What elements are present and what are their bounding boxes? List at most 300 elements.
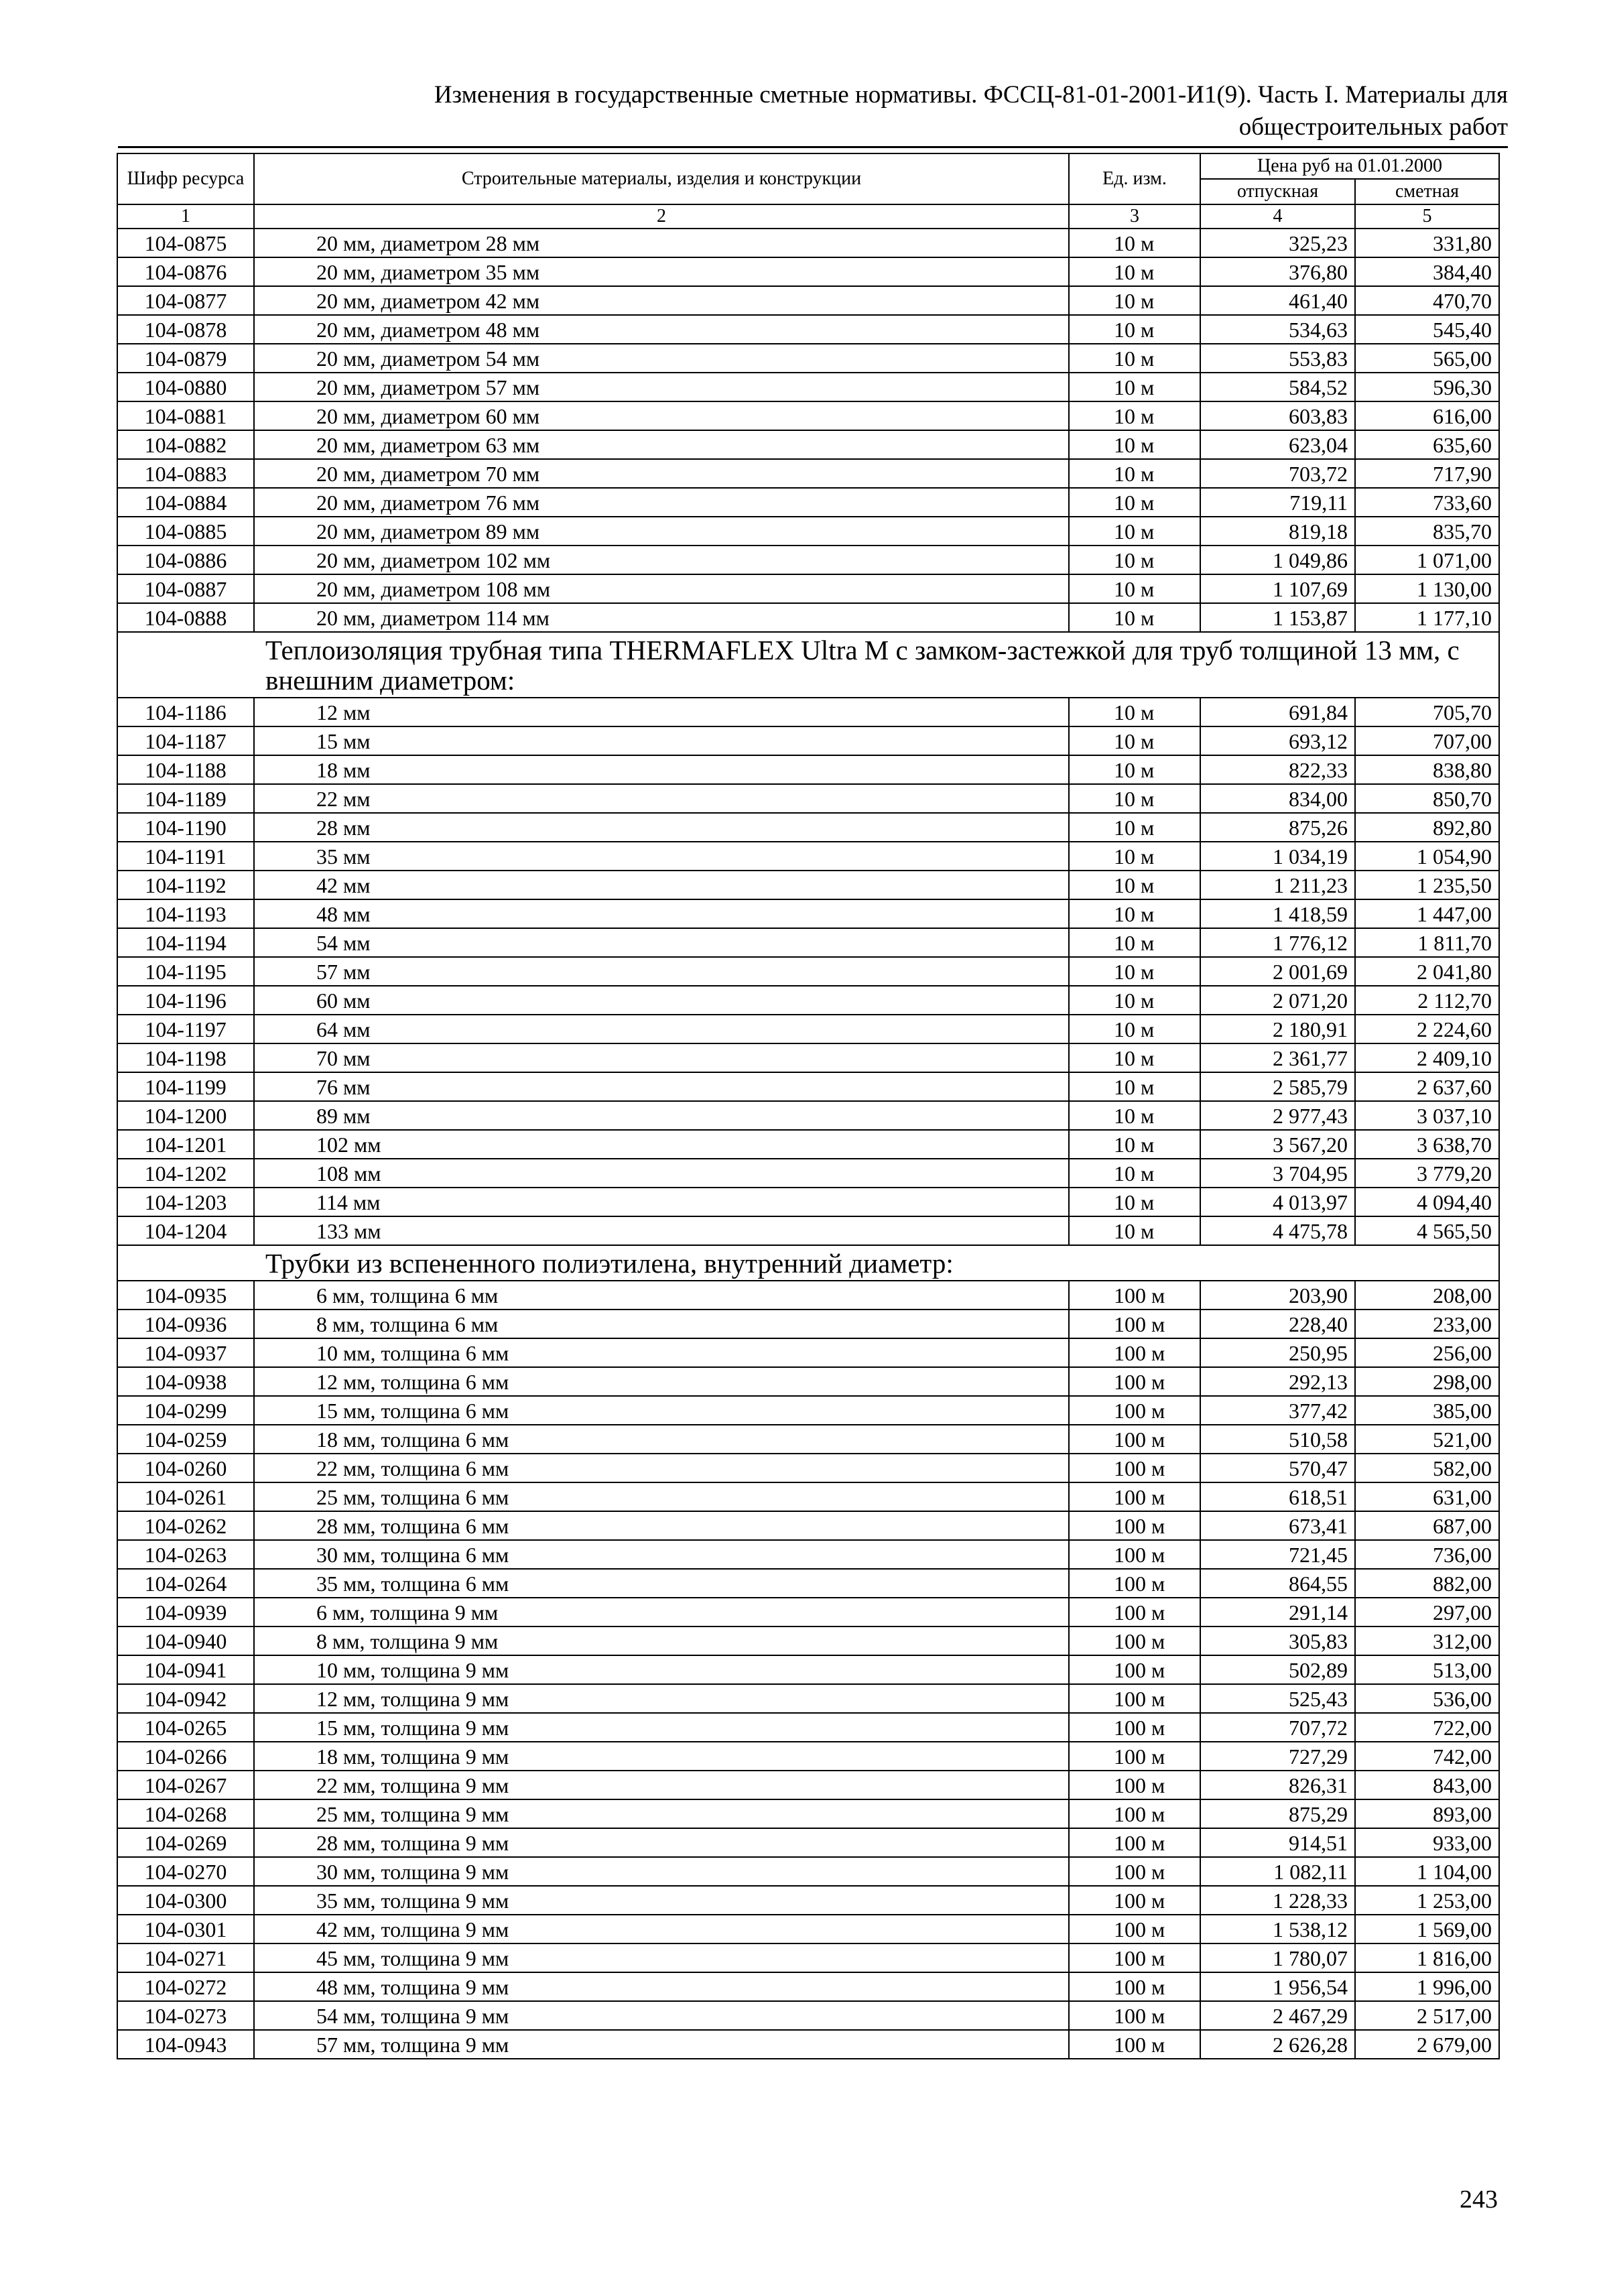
cell-material-name: 20 мм, диаметром 108 мм	[254, 574, 1069, 603]
cell-code: 104-0885	[117, 517, 254, 546]
cell-code: 104-1194	[117, 928, 254, 957]
cell-material-name: 60 мм	[254, 986, 1069, 1015]
cell-unit: 100 м	[1069, 1425, 1200, 1454]
cell-unit: 10 м	[1069, 315, 1200, 344]
cell-unit: 10 м	[1069, 957, 1200, 986]
cell-release-price: 1 418,59	[1200, 899, 1355, 928]
cell-material-name: 20 мм, диаметром 60 мм	[254, 401, 1069, 430]
cell-material-name: 22 мм, толщина 6 мм	[254, 1454, 1069, 1482]
cell-code: 104-0888	[117, 603, 254, 632]
cell-code: 104-0272	[117, 1972, 254, 2001]
cell-material-name: 89 мм	[254, 1101, 1069, 1130]
cell-unit: 100 м	[1069, 1569, 1200, 1598]
table-row	[117, 1454, 1499, 1482]
section-title: Теплоизоляция трубная типа THERMAFLEX Ultra M с замком-застежкой для труб толщиной 13 мм, с внешним диаметром:	[117, 632, 1499, 698]
cell-release-price: 4 475,78	[1200, 1216, 1355, 1245]
table-row	[117, 1915, 1499, 1943]
cell-material-name: 12 мм, толщина 6 мм	[254, 1367, 1069, 1396]
cell-code: 104-0886	[117, 546, 254, 574]
cell-material-name: 64 мм	[254, 1015, 1069, 1043]
cell-material-name: 70 мм	[254, 1043, 1069, 1072]
cell-estimate-price: 521,00	[1355, 1425, 1499, 1454]
cell-release-price: 2 001,69	[1200, 957, 1355, 986]
cell-release-price: 4 013,97	[1200, 1188, 1355, 1216]
cell-material-name: 54 мм	[254, 928, 1069, 957]
table-row	[117, 1159, 1499, 1188]
cell-unit: 100 м	[1069, 1281, 1200, 1310]
table-row	[117, 546, 1499, 574]
cell-estimate-price: 2 224,60	[1355, 1015, 1499, 1043]
cell-unit: 100 м	[1069, 1655, 1200, 1684]
cell-material-name: 18 мм, толщина 9 мм	[254, 1742, 1069, 1771]
cell-material-name: 8 мм, толщина 6 мм	[254, 1310, 1069, 1338]
cell-material-name: 22 мм, толщина 9 мм	[254, 1771, 1069, 1799]
cell-material-name: 20 мм, диаметром 57 мм	[254, 373, 1069, 401]
cell-release-price: 721,45	[1200, 1540, 1355, 1569]
cell-unit: 100 м	[1069, 1828, 1200, 1857]
cell-estimate-price: 687,00	[1355, 1511, 1499, 1540]
cell-unit: 10 м	[1069, 488, 1200, 517]
cell-material-name: 30 мм, толщина 9 мм	[254, 1857, 1069, 1886]
cell-code: 104-1188	[117, 755, 254, 784]
cell-code: 104-0881	[117, 401, 254, 430]
cell-release-price: 228,40	[1200, 1310, 1355, 1338]
table-row	[117, 1072, 1499, 1101]
col-header-price-group: Цена руб на 01.01.2000	[1200, 153, 1499, 179]
table-row	[117, 373, 1499, 401]
cell-material-name: 57 мм	[254, 957, 1069, 986]
cell-estimate-price: 3 037,10	[1355, 1101, 1499, 1130]
cell-code: 104-0884	[117, 488, 254, 517]
cell-estimate-price: 1 811,70	[1355, 928, 1499, 957]
cell-code: 104-0943	[117, 2030, 254, 2059]
cell-estimate-price: 2 637,60	[1355, 1072, 1499, 1101]
cell-unit: 10 м	[1069, 1072, 1200, 1101]
cell-material-name: 6 мм, толщина 6 мм	[254, 1281, 1069, 1310]
cell-code: 104-0271	[117, 1943, 254, 1972]
cell-estimate-price: 850,70	[1355, 784, 1499, 813]
cell-release-price: 2 585,79	[1200, 1072, 1355, 1101]
cell-estimate-price: 384,40	[1355, 257, 1499, 286]
cell-release-price: 553,83	[1200, 344, 1355, 373]
cell-unit: 100 м	[1069, 1713, 1200, 1742]
cell-release-price: 834,00	[1200, 784, 1355, 813]
cell-material-name: 15 мм, толщина 6 мм	[254, 1396, 1069, 1425]
table-row	[117, 1216, 1499, 1245]
table-row	[117, 1396, 1499, 1425]
cell-material-name: 28 мм, толщина 9 мм	[254, 1828, 1069, 1857]
cell-estimate-price: 470,70	[1355, 286, 1499, 315]
cell-code: 104-0262	[117, 1511, 254, 1540]
cell-estimate-price: 722,00	[1355, 1713, 1499, 1742]
price-table	[117, 153, 1500, 2059]
cell-code: 104-1203	[117, 1188, 254, 1216]
cell-code: 104-0880	[117, 373, 254, 401]
cell-estimate-price: 3 779,20	[1355, 1159, 1499, 1188]
cell-material-name: 18 мм, толщина 6 мм	[254, 1425, 1069, 1454]
cell-release-price: 618,51	[1200, 1482, 1355, 1511]
cell-estimate-price: 2 409,10	[1355, 1043, 1499, 1072]
table-row	[117, 1598, 1499, 1627]
cell-material-name: 42 мм, толщина 9 мм	[254, 1915, 1069, 1943]
cell-unit: 10 м	[1069, 1188, 1200, 1216]
cell-release-price: 2 977,43	[1200, 1101, 1355, 1130]
cell-code: 104-1186	[117, 698, 254, 726]
cell-estimate-price: 893,00	[1355, 1799, 1499, 1828]
cell-code: 104-0301	[117, 1915, 254, 1943]
table-row	[117, 1684, 1499, 1713]
cell-release-price: 623,04	[1200, 430, 1355, 459]
cell-unit: 10 м	[1069, 842, 1200, 871]
cell-release-price: 292,13	[1200, 1367, 1355, 1396]
cell-release-price: 707,72	[1200, 1713, 1355, 1742]
cell-estimate-price: 1 569,00	[1355, 1915, 1499, 1943]
header-line-1: Изменения в государственные сметные нормативы. ФССЦ-81-01-2001-И1(9). Часть I. Материалы для	[434, 81, 1508, 109]
cell-release-price: 1 228,33	[1200, 1886, 1355, 1915]
cell-unit: 100 м	[1069, 1943, 1200, 1972]
cell-estimate-price: 1 071,00	[1355, 546, 1499, 574]
cell-unit: 100 м	[1069, 1482, 1200, 1511]
table-row	[117, 229, 1499, 257]
cell-estimate-price: 933,00	[1355, 1828, 1499, 1857]
cell-unit: 10 м	[1069, 871, 1200, 899]
cell-code: 104-0940	[117, 1627, 254, 1655]
cell-release-price: 2 071,20	[1200, 986, 1355, 1015]
table-row	[117, 603, 1499, 632]
table-row	[117, 1799, 1499, 1828]
cell-release-price: 2 467,29	[1200, 2001, 1355, 2030]
cell-code: 104-0878	[117, 315, 254, 344]
cell-estimate-price: 631,00	[1355, 1482, 1499, 1511]
cell-code: 104-0266	[117, 1742, 254, 1771]
table-row	[117, 1511, 1499, 1540]
cell-code: 104-0877	[117, 286, 254, 315]
cell-material-name: 12 мм	[254, 698, 1069, 726]
col-header-unit: Ед. изм.	[1069, 153, 1200, 204]
cell-release-price: 875,29	[1200, 1799, 1355, 1828]
cell-code: 104-1195	[117, 957, 254, 986]
cell-material-name: 108 мм	[254, 1159, 1069, 1188]
cell-release-price: 819,18	[1200, 517, 1355, 546]
cell-material-name: 35 мм	[254, 842, 1069, 871]
table-row	[117, 1569, 1499, 1598]
cell-unit: 100 м	[1069, 1771, 1200, 1799]
cell-estimate-price: 733,60	[1355, 488, 1499, 517]
cell-code: 104-0882	[117, 430, 254, 459]
cell-release-price: 1 538,12	[1200, 1915, 1355, 1943]
cell-release-price: 914,51	[1200, 1828, 1355, 1857]
cell-material-name: 20 мм, диаметром 76 мм	[254, 488, 1069, 517]
table-row	[117, 1188, 1499, 1216]
cell-unit: 100 м	[1069, 1454, 1200, 1482]
cell-material-name: 20 мм, диаметром 42 мм	[254, 286, 1069, 315]
cell-release-price: 534,63	[1200, 315, 1355, 344]
cell-unit: 10 м	[1069, 1043, 1200, 1072]
cell-release-price: 603,83	[1200, 401, 1355, 430]
cell-material-name: 20 мм, диаметром 114 мм	[254, 603, 1069, 632]
cell-estimate-price: 742,00	[1355, 1742, 1499, 1771]
cell-unit: 100 м	[1069, 1857, 1200, 1886]
cell-material-name: 35 мм, толщина 9 мм	[254, 1886, 1069, 1915]
cell-material-name: 22 мм	[254, 784, 1069, 813]
table-row	[117, 1828, 1499, 1857]
cell-code: 104-1192	[117, 871, 254, 899]
cell-estimate-price: 536,00	[1355, 1684, 1499, 1713]
table-row	[117, 784, 1499, 813]
cell-unit: 10 м	[1069, 784, 1200, 813]
table-row	[117, 1771, 1499, 1799]
cell-release-price: 203,90	[1200, 1281, 1355, 1310]
cell-material-name: 35 мм, толщина 6 мм	[254, 1569, 1069, 1598]
cell-estimate-price: 1 253,00	[1355, 1886, 1499, 1915]
cell-estimate-price: 297,00	[1355, 1598, 1499, 1627]
cell-material-name: 30 мм, толщина 6 мм	[254, 1540, 1069, 1569]
table-row	[117, 1425, 1499, 1454]
cell-release-price: 1 034,19	[1200, 842, 1355, 871]
col-header-code: Шифр ресурса	[117, 153, 254, 204]
table-row	[117, 430, 1499, 459]
cell-estimate-price: 705,70	[1355, 698, 1499, 726]
table-row	[117, 928, 1499, 957]
cell-material-name: 10 мм, толщина 9 мм	[254, 1655, 1069, 1684]
col-number-2: 2	[254, 204, 1069, 229]
cell-estimate-price: 4 094,40	[1355, 1188, 1499, 1216]
col-header-materials: Строительные материалы, изделия и конструкции	[254, 153, 1069, 204]
cell-code: 104-1187	[117, 726, 254, 755]
cell-unit: 100 м	[1069, 1972, 1200, 2001]
cell-unit: 100 м	[1069, 1338, 1200, 1367]
cell-unit: 100 м	[1069, 1310, 1200, 1338]
cell-material-name: 28 мм, толщина 6 мм	[254, 1511, 1069, 1540]
cell-release-price: 376,80	[1200, 257, 1355, 286]
cell-release-price: 691,84	[1200, 698, 1355, 726]
cell-material-name: 57 мм, толщина 9 мм	[254, 2030, 1069, 2059]
cell-unit: 10 м	[1069, 1130, 1200, 1159]
cell-estimate-price: 1 447,00	[1355, 899, 1499, 928]
cell-unit: 100 м	[1069, 1915, 1200, 1943]
cell-code: 104-0270	[117, 1857, 254, 1886]
cell-unit: 100 м	[1069, 1684, 1200, 1713]
table-row	[117, 1482, 1499, 1511]
cell-estimate-price: 707,00	[1355, 726, 1499, 755]
page-number: 243	[1460, 2185, 1498, 2214]
cell-estimate-price: 513,00	[1355, 1655, 1499, 1684]
cell-unit: 10 м	[1069, 755, 1200, 784]
cell-release-price: 3 567,20	[1200, 1130, 1355, 1159]
cell-release-price: 727,29	[1200, 1742, 1355, 1771]
table-row	[117, 871, 1499, 899]
cell-material-name: 20 мм, диаметром 28 мм	[254, 229, 1069, 257]
cell-release-price: 584,52	[1200, 373, 1355, 401]
cell-release-price: 291,14	[1200, 1598, 1355, 1627]
table-row	[117, 1015, 1499, 1043]
cell-code: 104-1196	[117, 986, 254, 1015]
table-row	[117, 1130, 1499, 1159]
cell-unit: 10 м	[1069, 986, 1200, 1015]
cell-unit: 10 м	[1069, 813, 1200, 842]
cell-material-name: 20 мм, диаметром 70 мм	[254, 459, 1069, 488]
table-row	[117, 1101, 1499, 1130]
cell-unit: 10 м	[1069, 546, 1200, 574]
cell-estimate-price: 2 112,70	[1355, 986, 1499, 1015]
cell-estimate-price: 565,00	[1355, 344, 1499, 373]
cell-release-price: 3 704,95	[1200, 1159, 1355, 1188]
table-row	[117, 1943, 1499, 1972]
cell-estimate-price: 1 054,90	[1355, 842, 1499, 871]
cell-estimate-price: 3 638,70	[1355, 1130, 1499, 1159]
cell-material-name: 48 мм	[254, 899, 1069, 928]
document-header	[302, 79, 1508, 143]
table-row	[117, 315, 1499, 344]
cell-code: 104-0883	[117, 459, 254, 488]
table-row	[117, 1713, 1499, 1742]
cell-code: 104-1202	[117, 1159, 254, 1188]
cell-code: 104-0941	[117, 1655, 254, 1684]
cell-code: 104-1200	[117, 1101, 254, 1130]
col-number-1: 1	[117, 204, 254, 229]
table-row	[117, 1886, 1499, 1915]
cell-code: 104-1204	[117, 1216, 254, 1245]
cell-material-name: 133 мм	[254, 1216, 1069, 1245]
cell-material-name: 6 мм, толщина 9 мм	[254, 1598, 1069, 1627]
cell-estimate-price: 1 816,00	[1355, 1943, 1499, 1972]
cell-estimate-price: 838,80	[1355, 755, 1499, 784]
cell-unit: 100 м	[1069, 1396, 1200, 1425]
cell-unit: 100 м	[1069, 1799, 1200, 1828]
header-line-2: общестроительных работ	[1238, 113, 1508, 141]
cell-material-name: 48 мм, толщина 9 мм	[254, 1972, 1069, 2001]
cell-estimate-price: 843,00	[1355, 1771, 1499, 1799]
table-row	[117, 517, 1499, 546]
price-table-body	[117, 229, 1499, 2059]
cell-release-price: 1 956,54	[1200, 1972, 1355, 2001]
cell-release-price: 1 082,11	[1200, 1857, 1355, 1886]
cell-material-name: 10 мм, толщина 6 мм	[254, 1338, 1069, 1367]
cell-unit: 10 м	[1069, 430, 1200, 459]
table-row	[117, 488, 1499, 517]
cell-estimate-price: 1 104,00	[1355, 1857, 1499, 1886]
cell-code: 104-0942	[117, 1684, 254, 1713]
cell-code: 104-0939	[117, 1598, 254, 1627]
cell-code: 104-0268	[117, 1799, 254, 1828]
cell-code: 104-0937	[117, 1338, 254, 1367]
cell-release-price: 2 180,91	[1200, 1015, 1355, 1043]
cell-release-price: 461,40	[1200, 286, 1355, 315]
cell-estimate-price: 892,80	[1355, 813, 1499, 842]
cell-unit: 10 м	[1069, 401, 1200, 430]
cell-release-price: 510,58	[1200, 1425, 1355, 1454]
cell-material-name: 20 мм, диаметром 102 мм	[254, 546, 1069, 574]
table-row	[117, 344, 1499, 373]
cell-material-name: 114 мм	[254, 1188, 1069, 1216]
cell-code: 104-1191	[117, 842, 254, 871]
cell-estimate-price: 1 130,00	[1355, 574, 1499, 603]
table-row	[117, 899, 1499, 928]
table-row	[117, 1627, 1499, 1655]
table-row	[117, 1281, 1499, 1310]
cell-estimate-price: 385,00	[1355, 1396, 1499, 1425]
cell-material-name: 8 мм, толщина 9 мм	[254, 1627, 1069, 1655]
cell-estimate-price: 298,00	[1355, 1367, 1499, 1396]
table-row	[117, 574, 1499, 603]
cell-unit: 10 м	[1069, 229, 1200, 257]
cell-release-price: 525,43	[1200, 1684, 1355, 1713]
cell-release-price: 2 361,77	[1200, 1043, 1355, 1072]
cell-release-price: 719,11	[1200, 488, 1355, 517]
cell-release-price: 703,72	[1200, 459, 1355, 488]
cell-unit: 10 м	[1069, 1015, 1200, 1043]
table-row	[117, 1338, 1499, 1367]
cell-unit: 10 м	[1069, 1216, 1200, 1245]
table-row	[117, 1972, 1499, 2001]
cell-material-name: 45 мм, толщина 9 мм	[254, 1943, 1069, 1972]
cell-unit: 100 м	[1069, 1540, 1200, 1569]
table-row	[117, 986, 1499, 1015]
cell-estimate-price: 835,70	[1355, 517, 1499, 546]
table-row	[117, 1367, 1499, 1396]
cell-code: 104-0259	[117, 1425, 254, 1454]
cell-unit: 100 м	[1069, 1886, 1200, 1915]
cell-release-price: 2 626,28	[1200, 2030, 1355, 2059]
table-row	[117, 401, 1499, 430]
section-title: Трубки из вспененного полиэтилена, внутренний диаметр:	[117, 1245, 1499, 1281]
cell-estimate-price: 1 996,00	[1355, 1972, 1499, 2001]
cell-material-name: 76 мм	[254, 1072, 1069, 1101]
header-rule	[118, 146, 1508, 148]
col-number-3: 3	[1069, 204, 1200, 229]
cell-code: 104-0269	[117, 1828, 254, 1857]
cell-estimate-price: 208,00	[1355, 1281, 1499, 1310]
cell-unit: 10 м	[1069, 1159, 1200, 1188]
cell-material-name: 25 мм, толщина 9 мм	[254, 1799, 1069, 1828]
cell-material-name: 28 мм	[254, 813, 1069, 842]
table-row	[117, 2030, 1499, 2059]
cell-unit: 100 м	[1069, 2030, 1200, 2059]
cell-code: 104-0936	[117, 1310, 254, 1338]
cell-material-name: 42 мм	[254, 871, 1069, 899]
cell-unit: 10 м	[1069, 517, 1200, 546]
cell-code: 104-0876	[117, 257, 254, 286]
table-row	[117, 1043, 1499, 1072]
cell-unit: 10 м	[1069, 257, 1200, 286]
cell-code: 104-0300	[117, 1886, 254, 1915]
cell-estimate-price: 1 177,10	[1355, 603, 1499, 632]
cell-material-name: 20 мм, диаметром 89 мм	[254, 517, 1069, 546]
table-row	[117, 957, 1499, 986]
cell-code: 104-0879	[117, 344, 254, 373]
cell-release-price: 250,95	[1200, 1338, 1355, 1367]
cell-code: 104-0263	[117, 1540, 254, 1569]
cell-code: 104-0261	[117, 1482, 254, 1511]
cell-material-name: 15 мм	[254, 726, 1069, 755]
cell-code: 104-1190	[117, 813, 254, 842]
cell-unit: 10 м	[1069, 899, 1200, 928]
cell-unit: 10 м	[1069, 459, 1200, 488]
table-row	[117, 459, 1499, 488]
cell-release-price: 1 211,23	[1200, 871, 1355, 899]
cell-estimate-price: 616,00	[1355, 401, 1499, 430]
cell-release-price: 1 049,86	[1200, 546, 1355, 574]
cell-material-name: 20 мм, диаметром 48 мм	[254, 315, 1069, 344]
cell-unit: 10 м	[1069, 698, 1200, 726]
cell-material-name: 20 мм, диаметром 35 мм	[254, 257, 1069, 286]
cell-unit: 10 м	[1069, 726, 1200, 755]
cell-code: 104-1198	[117, 1043, 254, 1072]
cell-release-price: 305,83	[1200, 1627, 1355, 1655]
cell-unit: 10 м	[1069, 344, 1200, 373]
cell-code: 104-1201	[117, 1130, 254, 1159]
cell-material-name: 25 мм, толщина 6 мм	[254, 1482, 1069, 1511]
